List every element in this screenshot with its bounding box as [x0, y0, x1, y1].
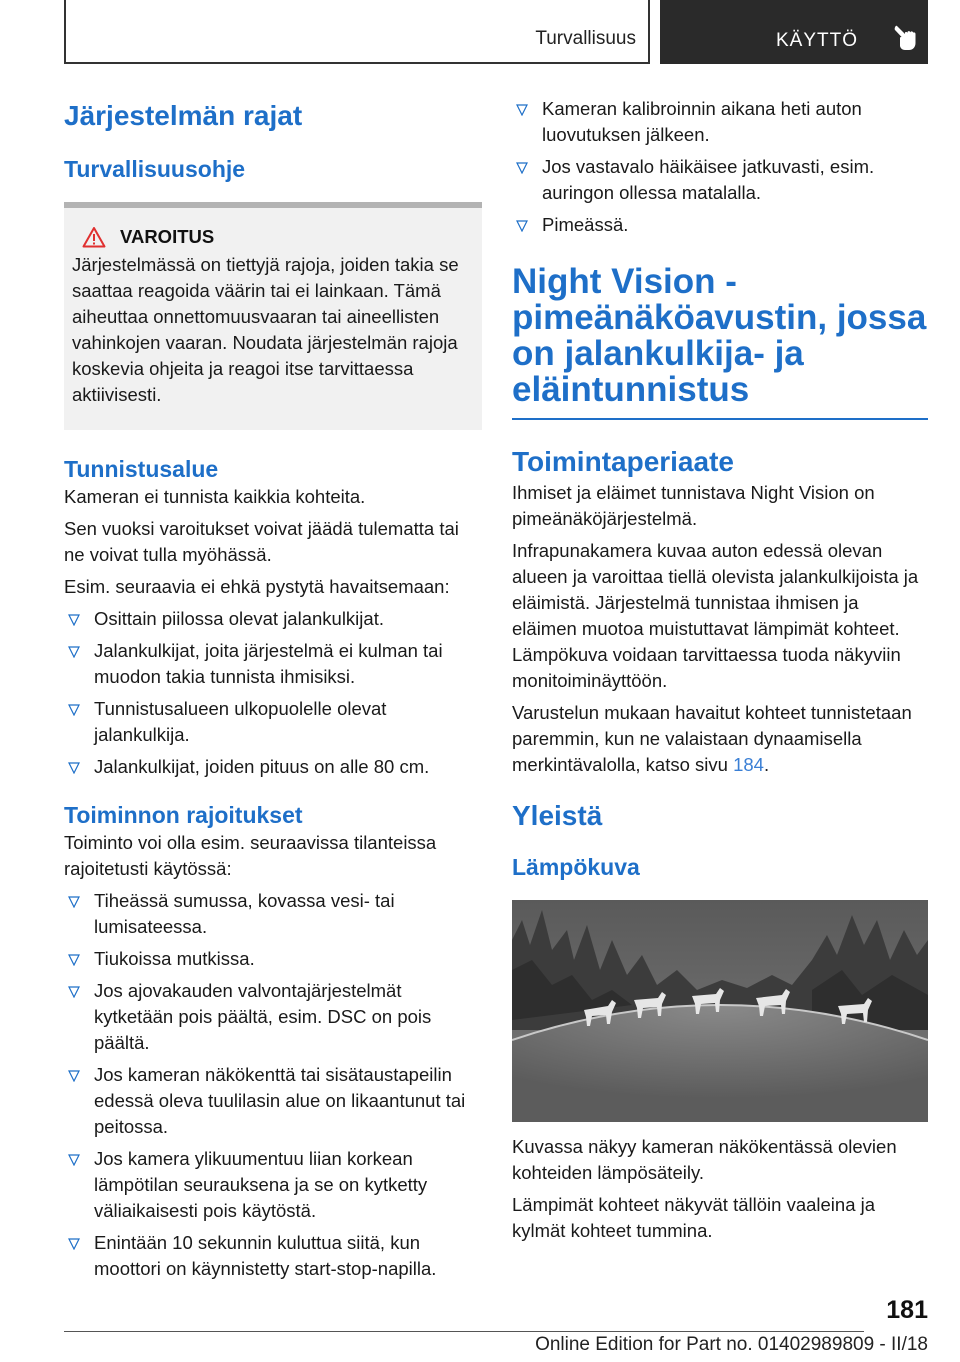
paragraph: Kameran ei tunnista kaikkia kohteita.: [64, 486, 366, 507]
principle-heading: Toimintaperiaate: [512, 446, 734, 477]
detection-list: [64, 606, 482, 780]
list-item: Kameran kalibroinnin aikana heti auton luovutuksen jälkeen.: [512, 96, 928, 148]
image-caption: Kuvassa näkyy kameran näkökentässä olevien kohteiden lämpösäteily.: [512, 1136, 897, 1183]
paragraph: Lämpimät kohteet näkyvät tällöin vaaleina ja kylmät kohteet tummina.: [512, 1194, 876, 1241]
list-item: Jalankulkijat, joiden pituus on alle 80 cm.: [64, 754, 482, 780]
bullet-triangle-icon: [68, 1154, 80, 1166]
general-heading: Yleistä: [512, 800, 603, 831]
list-item: Jos ajovakauden valvontajärjestelmät kytketään pois päältä, esim. DSC on pois päältä.: [64, 978, 482, 1056]
list-item: Osittain piilossa olevat jalankulkijat.: [64, 606, 482, 632]
list-item: Jalankulkijat, joita järjestelmä ei kulman tai muodon takia tunnista ihmisiksi.: [64, 638, 482, 690]
chapter-main-title: Night Vision - pimeänäköavustin, jossa on jalankulkija- ja eläintunnistus: [512, 262, 927, 409]
bullet-triangle-icon: [68, 954, 80, 966]
bullet-triangle-icon: [68, 614, 80, 626]
list-item: Tunnistusalueen ulkopuolelle olevat jalankulkija.: [64, 696, 482, 748]
bullet-triangle-icon: [516, 220, 528, 232]
thermal-image: [512, 900, 928, 1122]
paragraph: Sen vuoksi varoitukset voivat jäädä tulematta tai ne voivat tulla myöhässä.: [64, 518, 459, 565]
list-item: Tiukoissa mutkissa.: [64, 946, 482, 972]
bullet-triangle-icon: [68, 762, 80, 774]
list-item: Jos kamera ylikuumentuu liian korkean lämpötilan seurauksena ja se on kytketty väliaikaisesti pois käytöstä.: [64, 1146, 482, 1224]
detection-heading: Tunnistusalue: [64, 456, 219, 482]
bullet-triangle-icon: [68, 986, 80, 998]
list-item: Enintään 10 sekunnin kuluttua siitä, kun moottori on käynnistetty start-stop-napilla.: [64, 1230, 482, 1282]
list-item: Jos kameran näkökenttä tai sisätaustapeilin edessä oleva tuulilasin alue on likaantunut tai peitossa.: [64, 1062, 482, 1140]
paragraph: Infrapunakamera kuvaa auton edessä olevan alueen ja varoittaa tiellä olevista jalankulkijoista ja eläimistä. Järjestelmä tunnistaa ihmisen ja eläimen muotoa muistuttavat lämpimät kohteet. Lämpökuva voidaan tarvittaessa tuoda näkyviin monitoiminäyttöön.: [512, 540, 919, 691]
bullet-triangle-icon: [68, 646, 80, 658]
section-tab: [64, 0, 650, 64]
bullet-triangle-icon: [68, 1238, 80, 1250]
page-link[interactable]: 184: [733, 754, 764, 775]
warning-triangle-icon: [82, 226, 106, 248]
chapter-tab: [660, 0, 928, 64]
paragraph: Esim. seuraavia ei ehkä pystytä havaitsemaan:: [64, 576, 450, 597]
warning-label: VAROITUS: [120, 226, 215, 247]
list-item: Tiheässä sumussa, kovassa vesi- tai lumisateessa.: [64, 888, 482, 940]
safety-subheading: Turvallisuusohje: [64, 156, 246, 182]
thermal-scene-illustration: [512, 900, 928, 1122]
limits-heading: Toiminnon rajoitukset: [64, 802, 303, 828]
left-column: [64, 98, 482, 1282]
limits-list-continued: [512, 96, 928, 238]
bullet-triangle-icon: [516, 104, 528, 116]
page-number: 181: [886, 1296, 928, 1324]
edition-note: Online Edition for Part no. 01402989809 - II/18: [535, 1334, 928, 1355]
list-item: Pimeässä.: [512, 212, 928, 238]
thermal-heading: Lämpökuva: [512, 854, 640, 880]
section-title: Turvallisuus: [535, 28, 636, 49]
section-heading: Järjestelmän rajat: [64, 100, 303, 131]
title-rule: [512, 418, 928, 420]
right-column: [512, 98, 928, 1244]
pointing-hand-icon: [894, 24, 920, 52]
bullet-triangle-icon: [68, 896, 80, 908]
limits-list: [64, 888, 482, 1282]
warning-box: [64, 202, 482, 430]
paragraph: Varustelun mukaan havaitut kohteet tunnistetaan paremmin, kun ne valaistaan dynaamisella merkintävalolla, katso sivu 184.: [512, 702, 912, 775]
paragraph: Toiminto voi olla esim. seuraavissa tilanteissa rajoitetusti käytössä:: [64, 832, 437, 879]
footer-divider: [64, 1331, 864, 1332]
bullet-triangle-icon: [68, 704, 80, 716]
bullet-triangle-icon: [516, 162, 528, 174]
paragraph: Ihmiset ja eläimet tunnistava Night Vision on pimeänäköjärjestelmä.: [512, 482, 875, 529]
warning-text: Järjestelmässä on tiettyjä rajoja, joiden takia se saattaa reagoida väärin tai ei lainkaan. Tämä aiheuttaa onnettomuusvaaran tai aineellisten vahinkojen vaaran. Noudata järjestelmän rajoja koskevia ohjeita ja reagoi itse tarvittaessa aktiivisesti.: [72, 254, 459, 405]
chapter-title: KÄYTTÖ: [776, 30, 859, 51]
bullet-triangle-icon: [68, 1070, 80, 1082]
list-item: Jos vastavalo häikäisee jatkuvasti, esim. auringon ollessa matalalla.: [512, 154, 928, 206]
page-header: [64, 0, 928, 64]
